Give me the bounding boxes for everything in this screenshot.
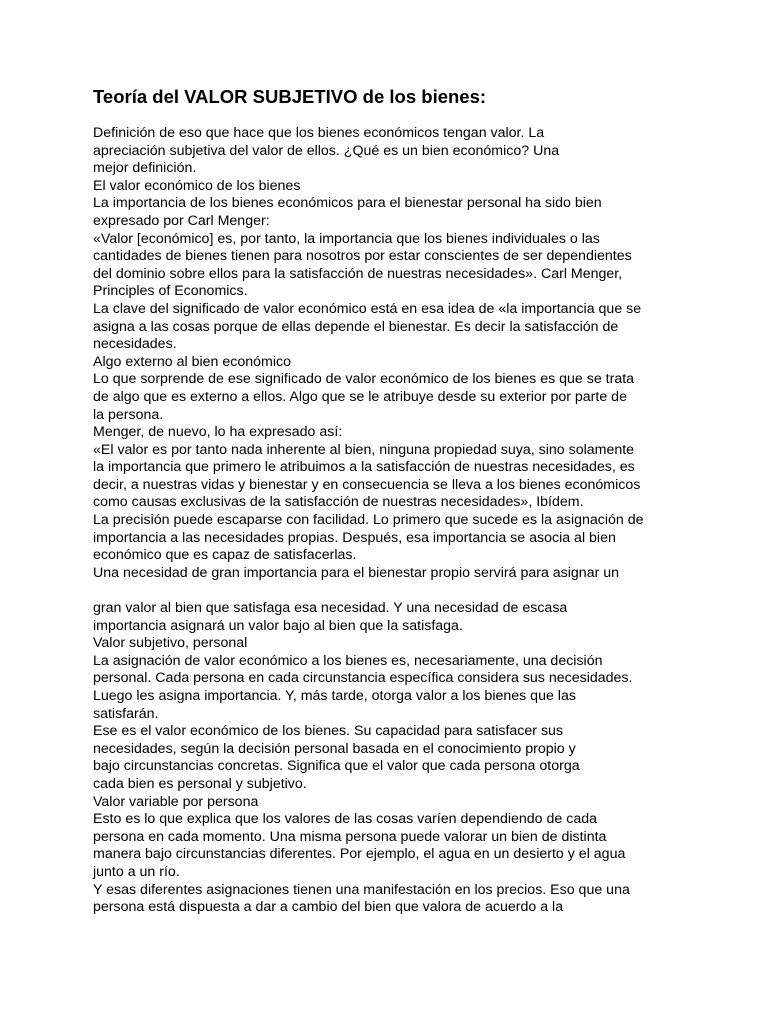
text-line: «Valor [económico] es, por tanto, la importancia que los bienes individuales o las [93, 230, 600, 247]
text-line: Y esas diferentes asignaciones tienen una manifestación en los precios. Eso que una [93, 881, 630, 898]
blank-line [93, 582, 753, 600]
text-line: junto a un río. [93, 863, 180, 880]
text-line: La precisión puede escaparse con facilidad. Lo primero que sucede es la asignación de [93, 512, 644, 529]
text-line: Menger, de nuevo, lo ha expresado así: [93, 424, 343, 441]
text-line: Una necesidad de gran importancia para el bienestar propio servirá para asignar un [93, 564, 620, 581]
text-line: La asignación de valor económico a los bienes es, necesariamente, una decisión [93, 652, 603, 669]
text-line: Valor variable por persona [93, 793, 259, 810]
text-line: como causas exclusivas de la satisfacción de nuestras necesidades», Ibídem. [93, 494, 584, 511]
text-line: satisfarán. [93, 705, 159, 722]
text-line: «El valor es por tanto nada inherente al bien, ninguna propiedad suya, sino solamente [93, 441, 635, 458]
text-line: la persona. [93, 406, 164, 423]
text-line: El valor económico de los bienes [93, 177, 301, 194]
text-line: cantidades de bienes tienen para nosotros por estar conscientes de ser dependientes [93, 248, 632, 265]
text-line: importancia asignará un valor bajo al bien que la satisfaga. [93, 617, 463, 634]
text-line: necesidades. [93, 336, 177, 353]
text-line: la importancia que primero le atribuimos a la satisfacción de nuestras necesidades, es [93, 459, 635, 476]
document-page [93, 85, 753, 917]
text-line: personal. Cada persona en cada circunstancia específica considera sus necesidades. [93, 670, 633, 687]
text-line: Definición de eso que hace que los bienes económicos tengan valor. La [93, 125, 545, 141]
text-line: La importancia de los bienes económicos para el bienestar personal ha sido bien [93, 195, 602, 212]
text-line: Ese es el valor económico de los bienes. Su capacidad para satisfacer sus [93, 723, 564, 740]
text-line: La clave del significado de valor económico está en esa idea de «la importancia que se [93, 300, 642, 317]
text-line: cada bien es personal y subjetivo. [93, 775, 307, 792]
text-line: Lo que sorprende de ese significado de valor económico de los bienes es que se trata [93, 371, 635, 388]
text-line: Algo externo al bien económico [93, 353, 291, 370]
text-line: expresado por Carl Menger: [93, 212, 270, 229]
text-line: manera bajo circunstancias diferentes. Por ejemplo, el agua en un desierto y el agua [93, 846, 626, 863]
text-line: bajo circunstancias concretas. Significa que el valor que cada persona otorga [93, 758, 580, 775]
text-line: Valor subjetivo, personal [93, 635, 248, 652]
text-line: persona está dispuesta a dar a cambio del bien que valora de acuerdo a la [93, 899, 564, 916]
text-line: apreciación subjetiva del valor de ellos. ¿Qué es un bien económico? Una [93, 142, 560, 159]
text-line: asigna a las cosas porque de ellas depende el bienestar. Es decir la satisfacción de [93, 318, 619, 335]
text-line: Principles of Economics. [93, 283, 248, 300]
document-body [93, 125, 753, 917]
text-line: importancia a las necesidades propias. Después, esa importancia se asocia al bien [93, 529, 616, 546]
text-line: económico que es capaz de satisfacerlas. [93, 547, 357, 564]
text-line: Esto es lo que explica que los valores de las cosas varíen dependiendo de cada [93, 811, 597, 828]
text-line: Luego les asigna importancia. Y, más tarde, otorga valor a los bienes que las [93, 688, 576, 704]
document-title: Teoría del VALOR SUBJETIVO de los bienes: [93, 86, 487, 107]
text-line: gran valor al bien que satisfaga esa necesidad. Y una necesidad de escasa [93, 600, 568, 617]
text-line: necesidades, según la decisión personal basada en el conocimiento propio y [93, 740, 576, 757]
text-line: mejor definición. [93, 160, 197, 177]
text-line: persona en cada momento. Una misma persona puede valorar un bien de distinta [93, 828, 607, 845]
text-line: de algo que es externo a ellos. Algo que se le atribuye desde su exterior por parte de [93, 388, 627, 405]
text-line: del dominio sobre ellos para la satisfacción de nuestras necesidades». Carl Menger, [93, 265, 623, 282]
text-line: decir, a nuestras vidas y bienestar y en consecuencia se lleva a los bienes económicos [93, 476, 641, 493]
